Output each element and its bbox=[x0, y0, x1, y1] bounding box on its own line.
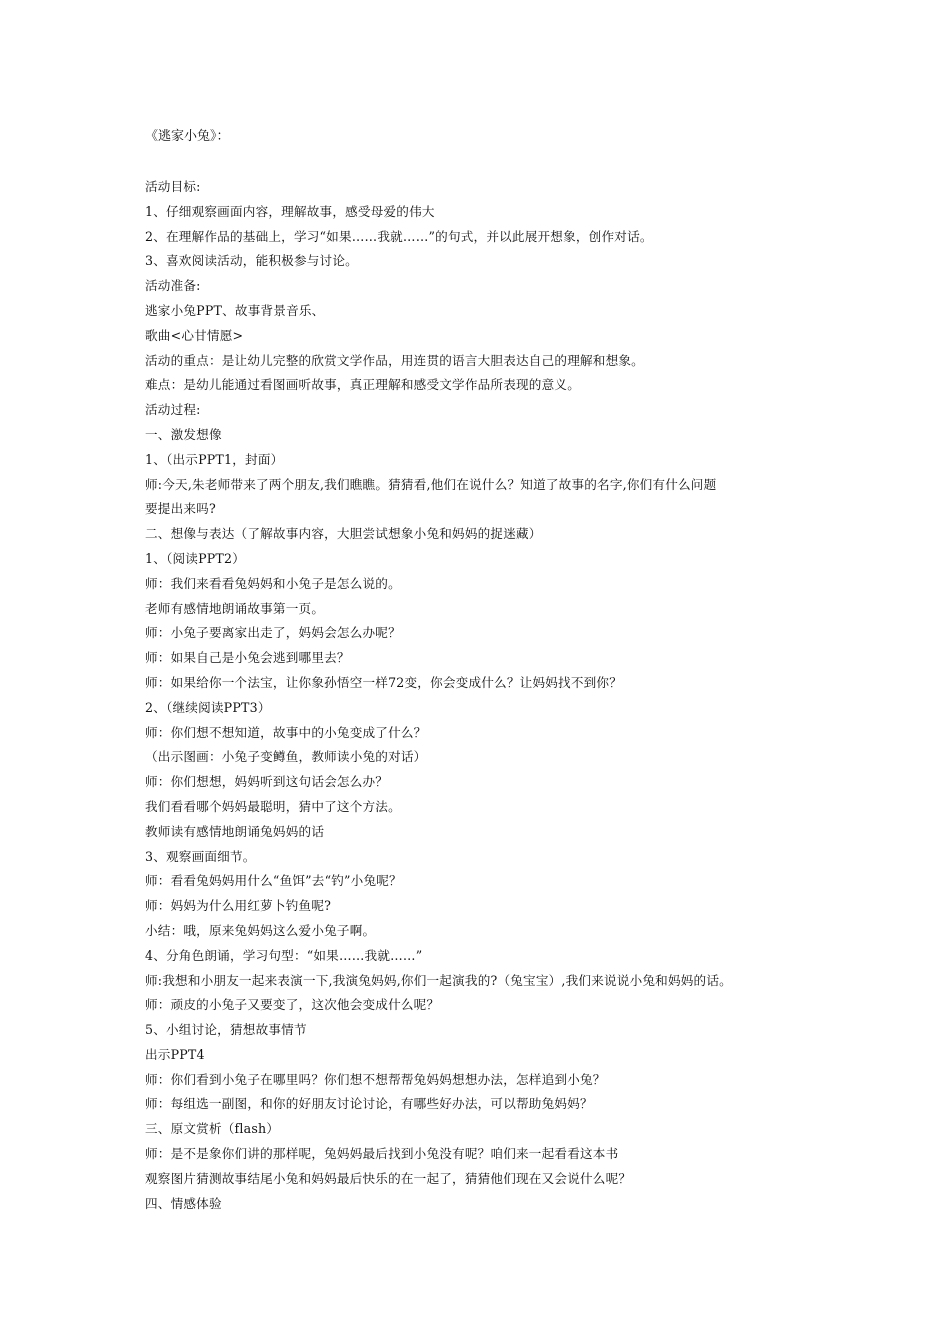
text-line: 师：看看兔妈妈用什么“鱼饵”去“钓”小兔呢？ bbox=[145, 873, 402, 889]
text-line: 一、激发想像 bbox=[145, 426, 222, 442]
text-line: 二、想像与表达（了解故事内容，大胆尝试想象小兔和妈妈的捉迷藏） bbox=[145, 526, 542, 542]
text-line: 活动的重点：是让幼儿完整的欣赏文学作品，用连贯的语言大胆表达自己的理解和想象。 bbox=[145, 352, 644, 368]
text-line: 要提出来吗? bbox=[145, 501, 216, 517]
text-line: 三、原文赏析（flash） bbox=[145, 1121, 280, 1137]
text-line: 师：你们想不想知道，故事中的小兔变成了什么？ bbox=[145, 724, 427, 740]
text-line: 1、仔细观察画面内容，理解故事，感受母爱的伟大 bbox=[145, 203, 435, 219]
text-line: 逃家小兔PPT、故事背景音乐、 bbox=[145, 302, 325, 318]
text-line: 5、小组讨论，猜想故事情节 bbox=[145, 1022, 307, 1038]
text-line: 师:今天,朱老师带来了两个朋友,我们瞧瞧。猜猜看,他们在说什么？知道了故事的名字,你们有什么问题 bbox=[145, 476, 717, 492]
text-line: 师:我想和小朋友一起来表演一下,我演兔妈妈,你们一起演我的?（兔宝宝）,我们来说说小兔和妈妈的话。 bbox=[145, 972, 732, 988]
text-line: 小结：哦，原来兔妈妈这么爱小兔子啊。 bbox=[145, 922, 376, 938]
text-line: 2、在理解作品的基础上，学习“如果……我就……”的句式，并以此展开想象，创作对话。 bbox=[145, 228, 653, 244]
text-line: 师：如果自己是小兔会逃到哪里去？ bbox=[145, 650, 350, 666]
text-line: 师：每组选一副图，和你的好朋友讨论讨论，有哪些好办法，可以帮助兔妈妈？ bbox=[145, 1096, 593, 1112]
text-line: （出示图画：小兔子变鳟鱼，教师读小兔的对话） bbox=[145, 749, 427, 765]
text-line: 难点：是幼儿能通过看图画听故事，真正理解和感受文学作品所表现的意义。 bbox=[145, 377, 580, 393]
text-line: 师：你们看到小兔子在哪里吗？你们想不想帮帮兔妈妈想想办法，怎样追到小兔？ bbox=[145, 1071, 606, 1087]
text-line: 3、喜欢阅读活动，能积极参与讨论。 bbox=[145, 253, 358, 269]
text-line: 歌曲<心甘情愿> bbox=[145, 327, 244, 343]
text-line: 出示PPT4 bbox=[145, 1046, 205, 1062]
text-line: 老师有感情地朗诵故事第一页。 bbox=[145, 600, 325, 616]
text-line: 观察图片猜测故事结尾小兔和妈妈最后快乐的在一起了，猜猜他们现在又会说什么呢？ bbox=[145, 1170, 632, 1186]
text-line: 4、分角色朗诵，学习句型：“如果……我就……” bbox=[145, 947, 423, 963]
text-line: 活动准备: bbox=[145, 278, 201, 294]
text-line: 师：如果给你一个法宝，让你象孙悟空一样72变，你会变成什么？让妈妈找不到你？ bbox=[145, 674, 622, 690]
document-lines bbox=[145, 175, 845, 1216]
text-line: 师：顽皮的小兔子又要变了，这次他会变成什么呢？ bbox=[145, 997, 440, 1013]
text-line: 2、（继续阅读PPT3） bbox=[145, 699, 271, 715]
text-line: 活动过程: bbox=[145, 402, 201, 418]
text-line: 我们看看哪个妈妈最聪明，猜中了这个方法。 bbox=[145, 798, 401, 814]
text-line: 活动目标: bbox=[145, 179, 201, 194]
text-line: 师：是不是象你们讲的那样呢，兔妈妈最后找到小兔没有呢？咱们来一起看看这本书 bbox=[145, 1146, 619, 1162]
document-title: 《逃家小兔》： bbox=[145, 129, 230, 144]
text-line: 3、观察画面细节。 bbox=[145, 848, 256, 864]
text-line: 师：我们来看看兔妈妈和小兔子是怎么说的。 bbox=[145, 575, 401, 591]
text-line: 四、情感体验 bbox=[145, 1195, 222, 1211]
text-line: 师：小兔子要离家出走了，妈妈会怎么办呢？ bbox=[145, 625, 401, 641]
text-line: 1、（出示PPT1，封面） bbox=[145, 451, 284, 467]
text-line: 1、（阅读PPT2） bbox=[145, 550, 246, 566]
text-line: 师：妈妈为什么用红萝卜钓鱼呢? bbox=[145, 898, 332, 914]
text-line: 教师读有感情地朗诵兔妈妈的话 bbox=[145, 823, 325, 839]
text-line: 师：你们想想，妈妈听到这句话会怎么办？ bbox=[145, 774, 389, 790]
